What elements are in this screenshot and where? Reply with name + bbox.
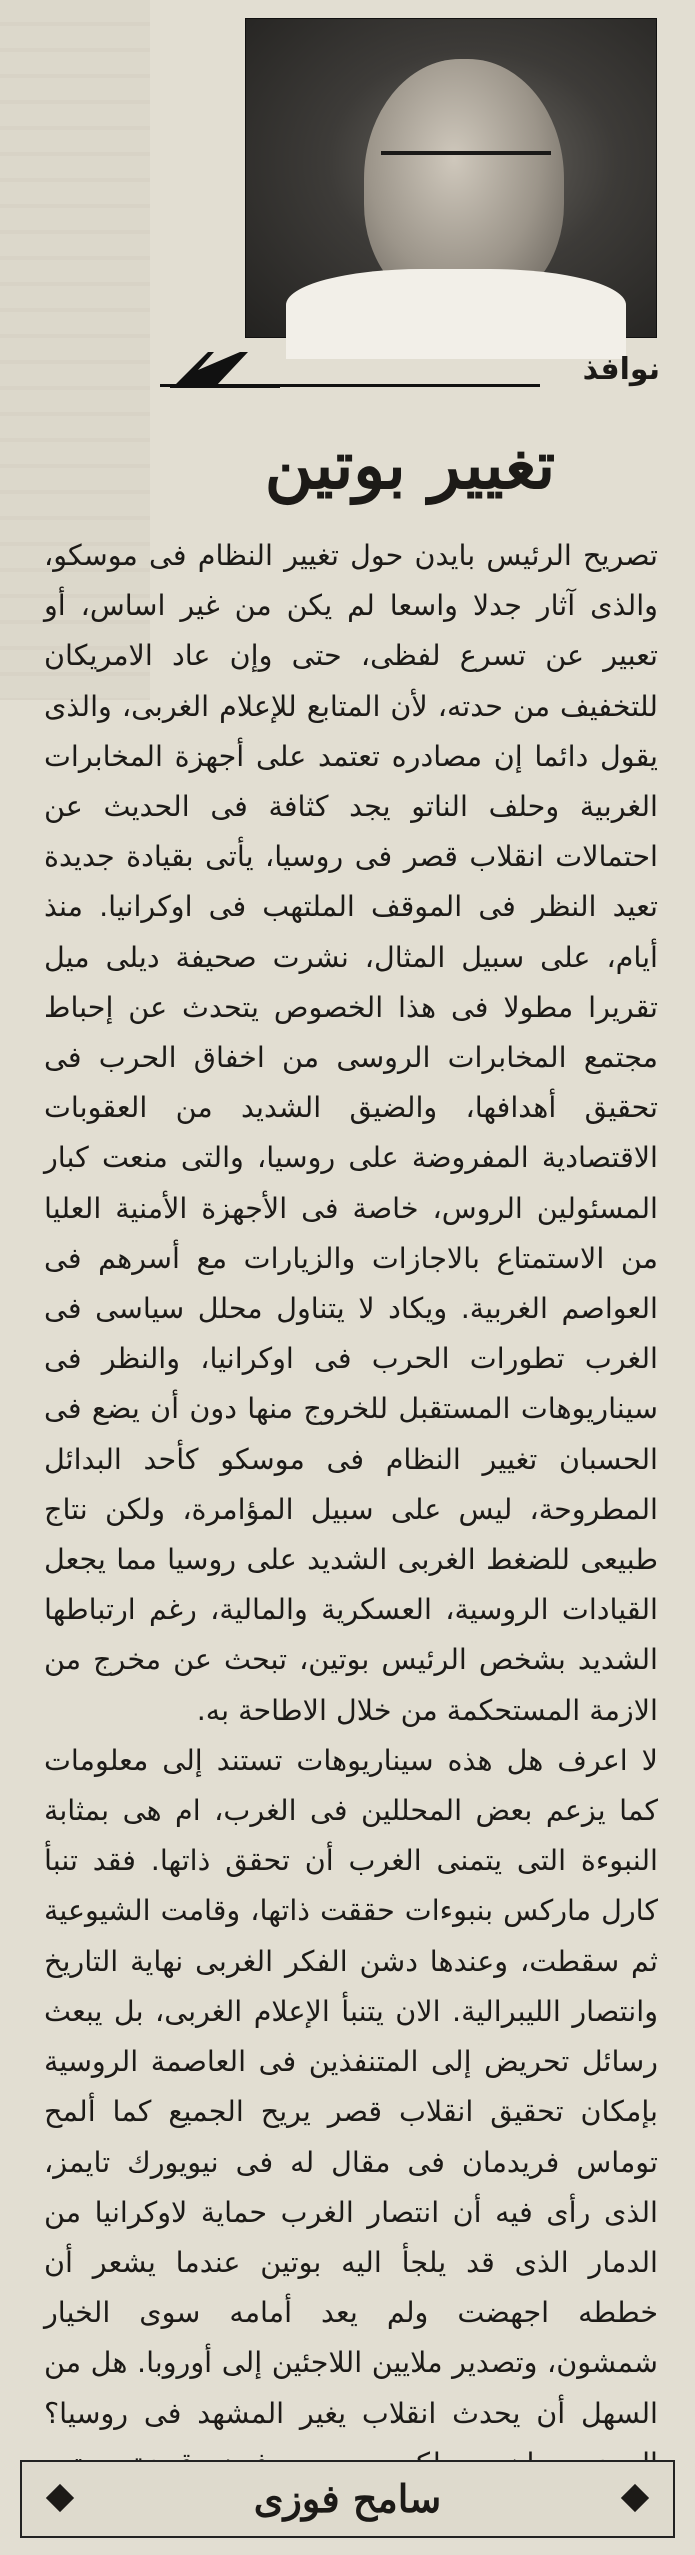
author-name: سامح فوزى <box>253 2476 442 2521</box>
headline: تغيير بوتين <box>264 426 556 504</box>
author-photo <box>245 18 657 338</box>
photo-glasses <box>381 151 551 191</box>
paragraph-1: تصريح الرئيس بايدن حول تغيير النظام فى موسكو، والذى آثار جدلا واسعا لم يكن من غير اساس، أو تعبير عن تسرع لفظى، حتى وإن عاد الامريكان للتخفيف من حدته، لأن المتابع للإعلام الغربى، والذى يقول دائما إن مصادره تعتمد على أجهزة المخابرات الغربية وحلف الناتو يجد كثافة فى الحديث عن احتمالات انقلاب قصر فى روسيا، يأتى بقيادة جديدة تعيد النظر فى الموقف الملتهب فى اوكرانيا. منذ أيام، على سبيل المثال، نشرت صحيفة ديلى ميل تقريرا مطولا فى هذا الخصوص يتحدث عن إحباط مجتمع المخابرات الروسى من اخفاق الحرب فى تحقيق أهدافها، والضيق الشديد من العقوبات الاقتصادية المفروضة على روسيا، والتى منعت كبار المسئولين الروس، خاصة فى الأجهزة الأمنية العليا من الاستمتاع بالاجازات والزيارات مع أسرهم فى العواصم الغربية. ويكاد لا يتناول محلل سياسى فى الغرب تطورات الحرب فى اوكرانيا، والنظر فى سيناريوهات المستقبل للخروج منها دون أن يضع فى الحسبان تغيير النظام فى موسكو كأحد البدائل المطروحة، ليس على سبيل المؤامرة، ولكن نتاج طبيعى للضغط الغربى الشديد على روسيا مما يجعل القيادات الروسية، العسكرية والمالية، رغم ارتباطها الشديد بشخص الرئيس بوتين، تبحث عن مخرج من الازمة المستحكمة من خلال الاطاحة به. <box>44 538 658 1727</box>
author-box <box>20 2460 675 2538</box>
article-body <box>44 530 658 2430</box>
column-brand <box>160 346 660 408</box>
paragraph-2: لا اعرف هل هذه سيناريوهات تستند إلى معلومات كما يزعم بعض المحللين فى الغرب، ام هى بمثابة النبوءة التى يتمنى الغرب أن تحقق ذاتها. فقد تنبأ كارل ماركس بنبوءات حققت ذاتها، وقامت الشيوعية ثم سقطت، وعندها دشن الفكر الغربى نهاية التاريخ وانتصار الليبرالية. الان يتنبأ الإعلام الغربى، بل يبعث رسائل تحريض إلى المتنفذين فى العاصمة الروسية بإمكان تحقيق انقلاب قصر يريح الجميع كما ألمح توماس فريدمان فى مقال له فى نيويورك تايمز، الذى رأى فيه أن انتصار الغرب حماية لاوكرانيا من الدمار الذى قد يلجأ اليه بوتين عندما يشعر أن خططه اجهضت ولم يعد أمامه سوى الخيار شمشون، وتصدير ملايين اللاجئين إلى أوروبا. هل من السهل أن يحدث انقلاب يغير المشهد فى روسيا؟ <box>44 1742 658 2430</box>
column-name: نوافذ <box>582 352 660 387</box>
column-rule <box>160 384 540 387</box>
